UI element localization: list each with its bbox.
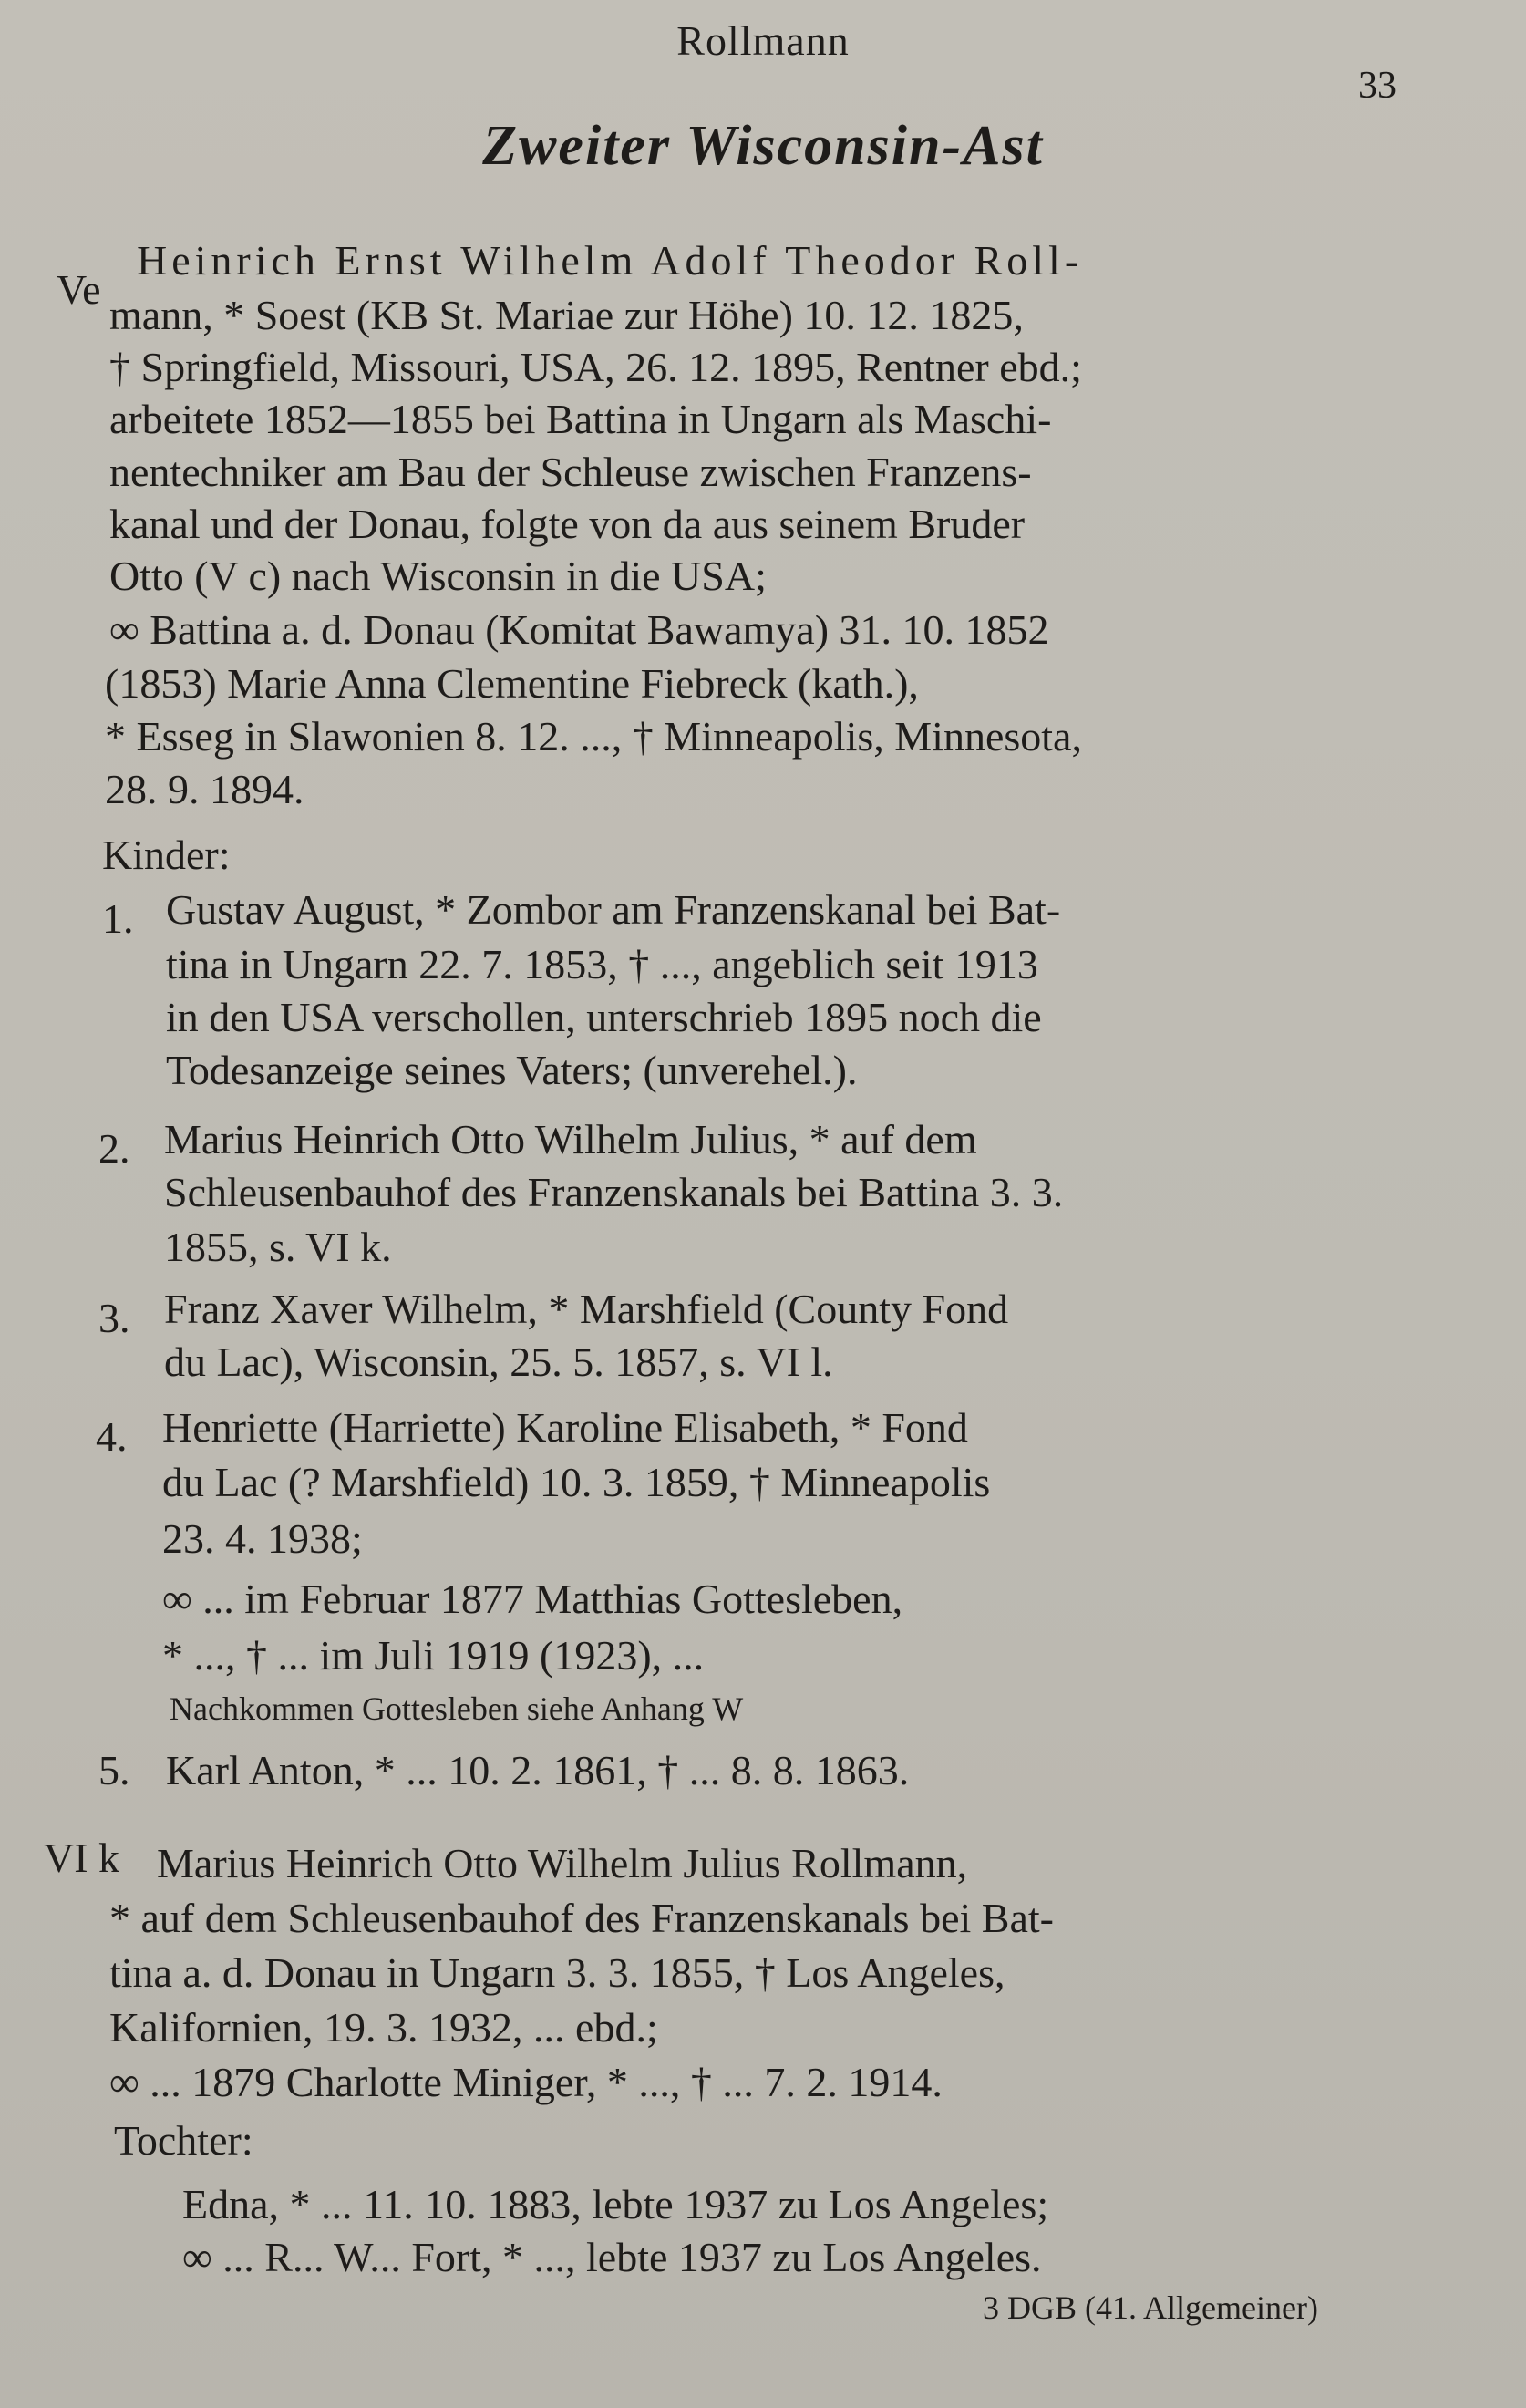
child-number: 2. <box>98 1125 130 1172</box>
child-line: Schleusenbauhof des Franzenskanals bei Battina 3. 3. <box>164 1169 1064 1215</box>
entry-line: * Esseg in Slawonien 8. 12. ..., † Minneapolis, Minnesota, <box>105 713 1082 760</box>
running-head: Rollmann <box>676 17 850 64</box>
entry-line: Marius Heinrich Otto Wilhelm Julius Rollmann, <box>157 1840 968 1886</box>
child-line: 23. 4. 1938; <box>162 1515 363 1562</box>
entry-line: Kalifornien, 19. 3. 1932, ... ebd.; <box>109 2004 658 2051</box>
child-line: Todesanzeige seines Vaters; (unverehel.). <box>166 1047 858 1093</box>
child-line: * ..., † ... im Juli 1919 (1923), ... <box>162 1632 705 1679</box>
signature-mark: 3 DGB (41. Allgemeiner) <box>983 2289 1318 2326</box>
descendants-note: Nachkommen Gottesleben siehe Anhang W <box>170 1690 744 1727</box>
generation-label-ve: Ve <box>57 266 101 313</box>
entry-line: tina a. d. Donau in Ungarn 3. 3. 1855, † Los Angeles, <box>109 1949 1005 1996</box>
child-line: Marius Heinrich Otto Wilhelm Julius, * auf dem <box>164 1116 977 1163</box>
child-line: tina in Ungarn 22. 7. 1853, † ..., angeblich seit 1913 <box>166 941 1038 987</box>
child-line: ∞ ... im Februar 1877 Matthias Gottesleben, <box>162 1576 903 1622</box>
daughter-line: Edna, * ... 11. 10. 1883, lebte 1937 zu Los Angeles; <box>182 2181 1049 2227</box>
child-line: 1855, s. VI k. <box>164 1224 392 1270</box>
section-title: Zweiter Wisconsin-Ast <box>482 115 1044 177</box>
child-number: 1. <box>102 895 134 942</box>
child-line: in den USA verschollen, unterschrieb 1895 noch die <box>166 994 1042 1040</box>
entry-line: ∞ ... 1879 Charlotte Miniger, * ..., † ... 7. 2. 1914. <box>109 2059 943 2105</box>
children-heading: Kinder: <box>102 832 231 878</box>
generation-label-vik: VI k <box>44 1834 120 1881</box>
child-line: du Lac (? Marshfield) 10. 3. 1859, † Minneapolis <box>162 1459 991 1505</box>
child-line: Henriette (Harriette) Karoline Elisabeth, * Fond <box>162 1404 968 1451</box>
child-line: Karl Anton, * ... 10. 2. 1861, † ... 8. 8. 1863. <box>166 1747 910 1793</box>
entry-line: mann, * Soest (KB St. Mariae zur Höhe) 10. 12. 1825, <box>109 292 1024 338</box>
child-number: 4. <box>96 1413 128 1460</box>
daughter-line: ∞ ... R... W... Fort, * ..., lebte 1937 zu Los Angeles. <box>182 2234 1042 2280</box>
child-line: du Lac), Wisconsin, 25. 5. 1857, s. VI l. <box>164 1338 833 1385</box>
page-number: 33 <box>1358 65 1397 107</box>
entry-line: * auf dem Schleusenbauhof des Franzenskanals bei Bat- <box>109 1895 1054 1941</box>
daughter-heading: Tochter: <box>114 2117 253 2164</box>
child-number: 5. <box>98 1747 130 1793</box>
entry-line: kanal und der Donau, folgte von da aus seinem Bruder <box>109 501 1026 547</box>
entry-line: arbeitete 1852—1855 bei Battina in Ungarn als Maschi- <box>109 396 1052 442</box>
entry-line: nentechniker am Bau der Schleuse zwischen Franzens- <box>109 449 1032 495</box>
child-line: Gustav August, * Zombor am Franzenskanal bei Bat- <box>166 886 1061 933</box>
entry-line: ∞ Battina a. d. Donau (Komitat Bawamya) 31. 10. 1852 <box>109 606 1049 653</box>
entry-line: (1853) Marie Anna Clementine Fiebreck (kath.), <box>105 660 919 707</box>
entry-line: Otto (V c) nach Wisconsin in die USA; <box>109 553 767 599</box>
child-line: Franz Xaver Wilhelm, * Marshfield (County Fond <box>164 1286 1009 1332</box>
entry-line: 28. 9. 1894. <box>105 766 304 812</box>
entry-line: † Springfield, Missouri, USA, 26. 12. 1895, Rentner ebd.; <box>109 344 1082 390</box>
child-number: 3. <box>98 1295 130 1341</box>
entry-line: Heinrich Ernst Wilhelm Adolf Theodor Roll- <box>137 237 1084 284</box>
